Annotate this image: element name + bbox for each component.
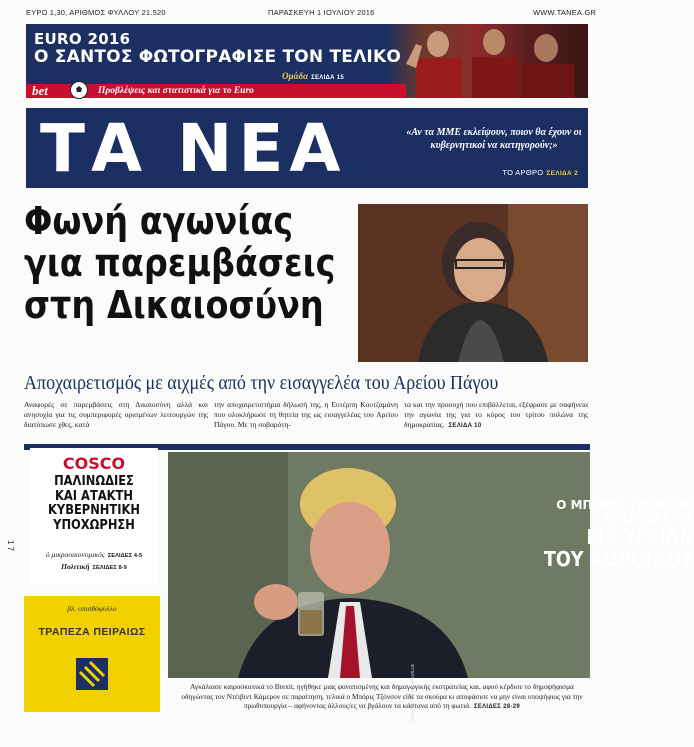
lead-headline[interactable] — [24, 200, 341, 326]
fold-mark: 1 7 — [6, 540, 15, 552]
cosco-headline — [40, 474, 149, 532]
omada-page: ΣΕΛΙΔΑ 15 — [311, 75, 345, 81]
cosco-story[interactable] — [30, 448, 158, 584]
bank-name: ΤΡΑΠΕΖΑ ΠΕΙΡΑΙΩΣ — [38, 626, 146, 638]
cosco-headline-line-4: ΥΠΟΧΩΡΗΣΗ — [53, 516, 135, 533]
masthead — [26, 108, 588, 188]
cosco-headline-line-3: ΚΥΒΕΡΝΗΤΙΚΗ — [47, 502, 140, 518]
euro-title: EURO 2016 — [34, 30, 131, 48]
main-story-caption — [174, 682, 590, 713]
cosco-ref-2-page: ΣΕΛΙΔΕΣ 8-9 — [92, 565, 127, 571]
lead-text-col-2: την αποχαιρετιστήρια δήλωσή της, η Ευτέρπη Κουτζαμάνη που ολοκλήρωσε τη θητεία της ως εισαγγελέας του Αρείου Πάγου. Με τη σοβαρότη- — [214, 400, 398, 429]
omada-label: Ομάδα — [282, 71, 309, 81]
lead-headline-line-1: Φωνή αγωνίας — [24, 199, 294, 243]
main-headline-line-2: ΤΟΥ ΚΟΡΟΪΔΟΥ — [543, 547, 694, 571]
bet-logo: bet — [32, 83, 48, 98]
main-story-overline — [524, 498, 694, 526]
bet-promo-text: Προβλέψεις και στατιστικά για το Euro — [98, 86, 254, 96]
cosco-ref-2-name: Πολιτική — [61, 562, 90, 571]
article-ref[interactable] — [502, 168, 578, 177]
lead-text-col-3 — [404, 400, 588, 431]
main-overline-line-1: Ο ΜΠΟΡΙΣ ΤΖΟΝΣΟΝ — [556, 498, 694, 512]
lead-page-ref: ΣΕΛΙΔΑ 10 — [448, 423, 482, 429]
cosco-headline-line-1: ΠΑΛΙΝΩΔΙΕΣ — [54, 473, 134, 489]
issue-info: ΕΥΡΩ 1,30, ΑΡΙΘΜΟΣ ΦΥΛΛΟΥ 21.520 — [26, 8, 166, 17]
lead-subheadline: Αποχαιρετισμός με αιχμές από την εισαγγελέα του Αρείου Πάγου — [24, 372, 499, 394]
website-url[interactable]: WWW.TANEA.GR — [533, 8, 597, 17]
caption-text: Αγκάλιασε καιροσκοπικά το Brexit, ηγήθηκε μιας φανατισμένης και δημαγωγικής εκστρατείας και, αφού κέρδισε το δημοψήφισμα οδηγώντας τον Ντέιβιντ Κάμερον σε παραίτηση, τελικά ο Μπόρις Τζόνσον είδε τα σκούρα κι αποφάσισε να μην είναι υποψήφιος για την πρωθυπουργία – αφήνοντας άλλους/ες να βγάλουν τα κάστανα από τη φωτιά. — [181, 682, 583, 711]
lead-text-col-1: Αναφορές σε παρεμβάσεις στη Δικαιοσύνη αλλά και ανησυχία για τις συμπεριφορές ορισμένων λειτουργών της διατύπωσε χθες, κατά — [24, 400, 208, 429]
boris-johnson-photo[interactable] — [168, 452, 694, 678]
photo-credit: REUTERS/TOBY MELVILLE — [410, 664, 415, 722]
cosco-headline-line-2: ΚΑΙ ΑΤΑΚΤΗ — [55, 487, 133, 504]
article-page: ΣΕΛΙΔΑ 2 — [546, 170, 578, 177]
cosco-ref-1 — [30, 550, 158, 559]
lead-headline-line-3: στη Δικαιοσύνη — [24, 283, 324, 327]
prosecutor-photo — [358, 204, 588, 362]
lead-headline-line-2: για παρεμβάσεις — [24, 241, 336, 285]
piraeus-bank-ad[interactable] — [24, 596, 160, 712]
bank-logo-icon — [76, 658, 108, 690]
masthead-quote: «Αν τα ΜΜΕ εκλείψουν, ποιον θα έχουν οι κυβερνητικοί να κατηγορούν;» — [406, 127, 582, 151]
bank-ad-subtitle: βλ. οπισθόφυλλο — [67, 604, 117, 613]
euro-banner[interactable] — [26, 24, 588, 98]
main-overline-line-2: ΕΓΚΑΤΕΛΕΙΨΕ — [602, 512, 694, 526]
issue-date: ΠΑΡΑΣΚΕΥΗ 1 ΙΟΥΛΙΟΥ 2016 — [268, 8, 375, 17]
football-players-photo — [386, 24, 588, 98]
cosco-label: COSCO — [62, 454, 126, 473]
caption-page-ref: ΣΕΛΙΔΕΣ 28-29 — [473, 704, 521, 711]
cosco-ref-1-prefix: ὁ — [45, 550, 50, 559]
cosco-ref-2 — [30, 562, 158, 571]
lead-text-col-3-body: τα και την προσοχή που επιβάλλεται, εξέφρασε με σαφήνεια την αγωνία της για το κύρος του τρίτου πυλώνα της δημοκρατίας. — [404, 400, 588, 429]
main-headline-line-1: ΕΙΣ ΥΓΕΙΑΝ — [586, 525, 694, 549]
main-story-headline — [522, 526, 694, 570]
football-icon — [70, 81, 88, 99]
omada-section-ref — [282, 71, 344, 81]
article-label: ΤΟ ΑΡΘΡΟ — [502, 168, 544, 177]
cosco-ref-1-page: ΣΕΛΙΔΕΣ 4-5 — [107, 553, 143, 559]
cosco-ref-1-name: μικροοικονομικός — [51, 550, 105, 559]
euro-headline: Ο ΣΑΝΤΟΣ ΦΩΤΟΓΡΑΦΙΣΕ ΤΟΝ ΤΕΛΙΚΟ — [34, 47, 401, 67]
newspaper-logo[interactable]: ΤΑ ΝΕΑ — [40, 110, 347, 187]
